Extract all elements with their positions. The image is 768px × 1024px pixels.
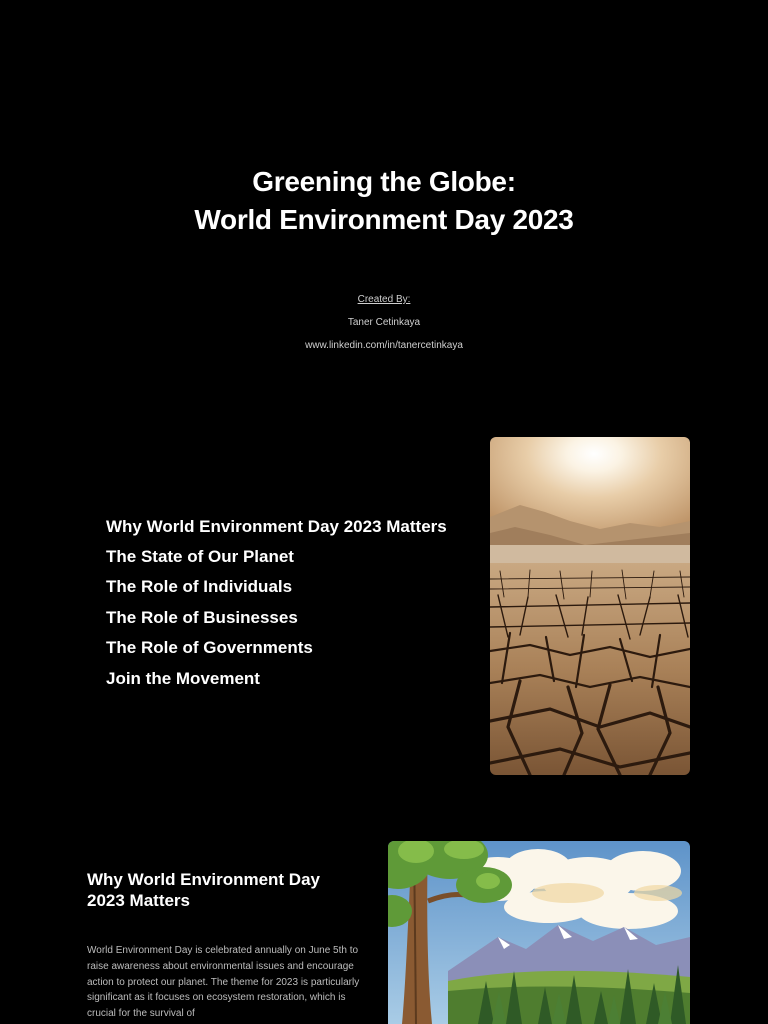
credit-label: Created By: [357, 294, 411, 305]
agenda-item: The Role of Businesses [106, 608, 298, 627]
title-slide [0, 0, 768, 420]
agenda-item: Join the Movement [106, 669, 260, 688]
title-line-2: World Environment Day 2023 [194, 204, 574, 235]
author-name: Taner Cetinkaya [347, 317, 421, 328]
section-heading-line-2: 2023 Matters [87, 891, 191, 910]
agenda-item: The Role of Individuals [106, 577, 293, 596]
title-line-1: Greening the Globe: [252, 166, 516, 197]
agenda-item: Why World Environment Day 2023 Matters [106, 517, 447, 536]
section-body-text: World Environment Day is celebrated annually on June 5th to raise awareness about environmental issues and encourage action to protect our planet. The theme for 2023 is particularly significant as it focuses on ecosystem restoration, which is crucial for the survival of [87, 945, 360, 1020]
agenda-item: The State of Our Planet [106, 547, 294, 566]
cracked-earth-image [490, 437, 690, 775]
forest-mountain-image [388, 841, 690, 1024]
agenda-item: The Role of Governments [106, 638, 313, 657]
author-url[interactable]: www.linkedin.com/in/tanercetinkaya [305, 340, 463, 351]
section-heading-line-1: Why World Environment Day [87, 870, 320, 889]
